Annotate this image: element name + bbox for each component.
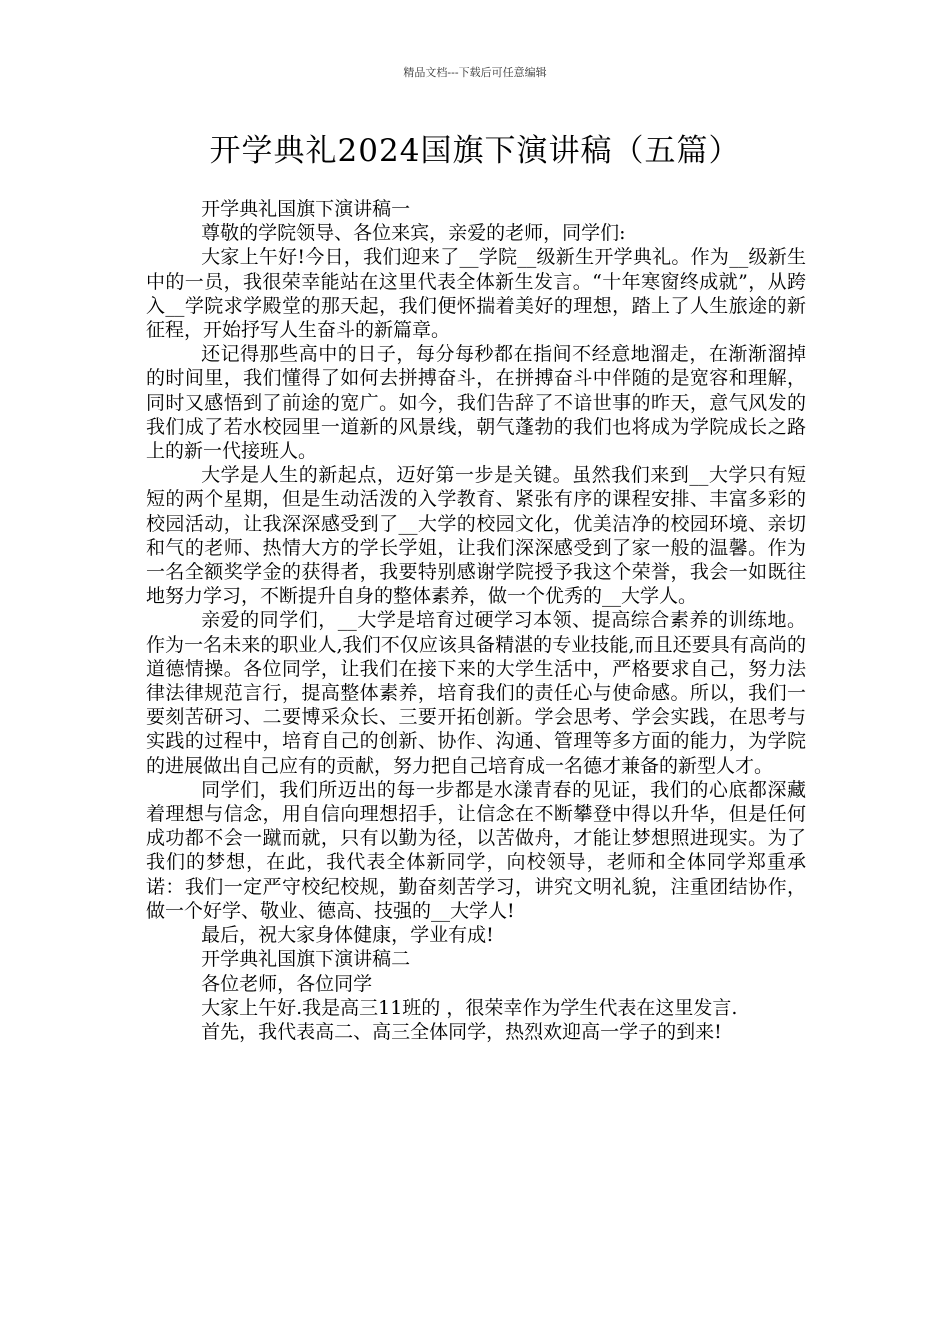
section-heading-speech-2: 开学典礼国旗下演讲稿二 [201,948,411,971]
salutation: 各位老师，各位同学 [201,972,373,995]
section-heading-speech-1: 开学典礼国旗下演讲稿一 [201,198,411,220]
body-paragraph: 同学们，我们所迈出的每一步都是水漾青春的见证，我们的心底都深藏着理想与信念，用自信向理想招手，让信念在不断攀登中得以升华，但是任何成功都不会一蹴而就，只有以勤为径，以苦做舟，才能让梦想照进现实。为了我们的梦想，在此，我代表全体新同学，向校领导，老师和全体同学郑重承诺：我们一定严守校纪校规，勤奋刻苦学习，讲究文明礼貌，注重团结协作，做一个好学、敬业、德高、技强的__大学人! [146,778,806,922]
body-paragraph: 大家上午好!今日，我们迎来了__学院__级新生开学典礼。作为__级新生中的一员，我很荣幸能站在这里代表全体新生发言。“十年寒窗终成就”，从跨入__学院求学殿堂的那天起，我们便怀揣着美好的理想，踏上了人生旅途的新征程，开始抒写人生奋斗的新篇章。 [146,246,806,342]
salutation: 尊敬的学院领导、各位来宾，亲爱的老师，同学们: [201,222,626,245]
body-paragraph: 首先，我代表高二、高三全体同学，热烈欢迎高一学子的到来! [201,1020,722,1043]
body-paragraph: 还记得那些高中的日子，每分每秒都在指间不经意地溜走，在渐渐溜掉的时间里，我们懂得了如何去拼搏奋斗，在拼搏奋斗中伴随的是宽容和理解，同时又感悟到了前途的宽广。如今，我们告辞了不谙世事的昨天，意气风发的我们成了若水校园里一道新的风景线，朝气蓬勃的我们也将成为学院成长之路上的新一代接班人。 [146,343,806,463]
body-paragraph: 大家上午好.我是高三11班的 ，很荣幸作为学生代表在这里发言. [201,996,738,1019]
body-paragraph: 大学是人生的新起点，迈好第一步是关键。虽然我们来到__大学只有短短的两个星期，但是生动活泼的入学教育、紧张有序的课程安排、丰富多彩的校园活动，让我深深感受到了__大学的校园文化，优美洁净的校园环境、亲切和气的老师、热情大方的学长学姐，让我们深深感受到了家一般的温馨。作为一名全额奖学金的获得者，我要特别感谢学院授予我这个荣誉，我会一如既往地努力学习，不断提升自身的整体素养，做一个优秀的__大学人。 [146,464,806,608]
header-note: 精品文档---下载后可任意编辑 [403,66,547,79]
closing-line: 最后，祝大家身体健康，学业有成! [201,924,494,947]
document-body [146,197,806,1044]
document-title: 开学典礼2024国旗下演讲稿（五篇） [209,133,741,169]
body-paragraph: 亲爱的同学们，__大学是培育过硬学习本领、提高综合素养的训练地。作为一名未来的职业人,我们不仅应该具备精湛的专业技能,而且还要具有高尚的道德情操。各位同学，让我们在接下来的大学生活中，严格要求自己，努力法律法律规范言行，提高整体素养，培育我们的责任心与使命感。所以，我们一要刻苦研习、二要博采众长、三要开拓创新。学会思考、学会实践，在思考与实践的过程中，培育自己的创新、协作、沟通、管理等多方面的能力，为学院的进展做出自己应有的贡献，努力把自己培育成一名德才兼备的新型人才。 [146,609,806,777]
